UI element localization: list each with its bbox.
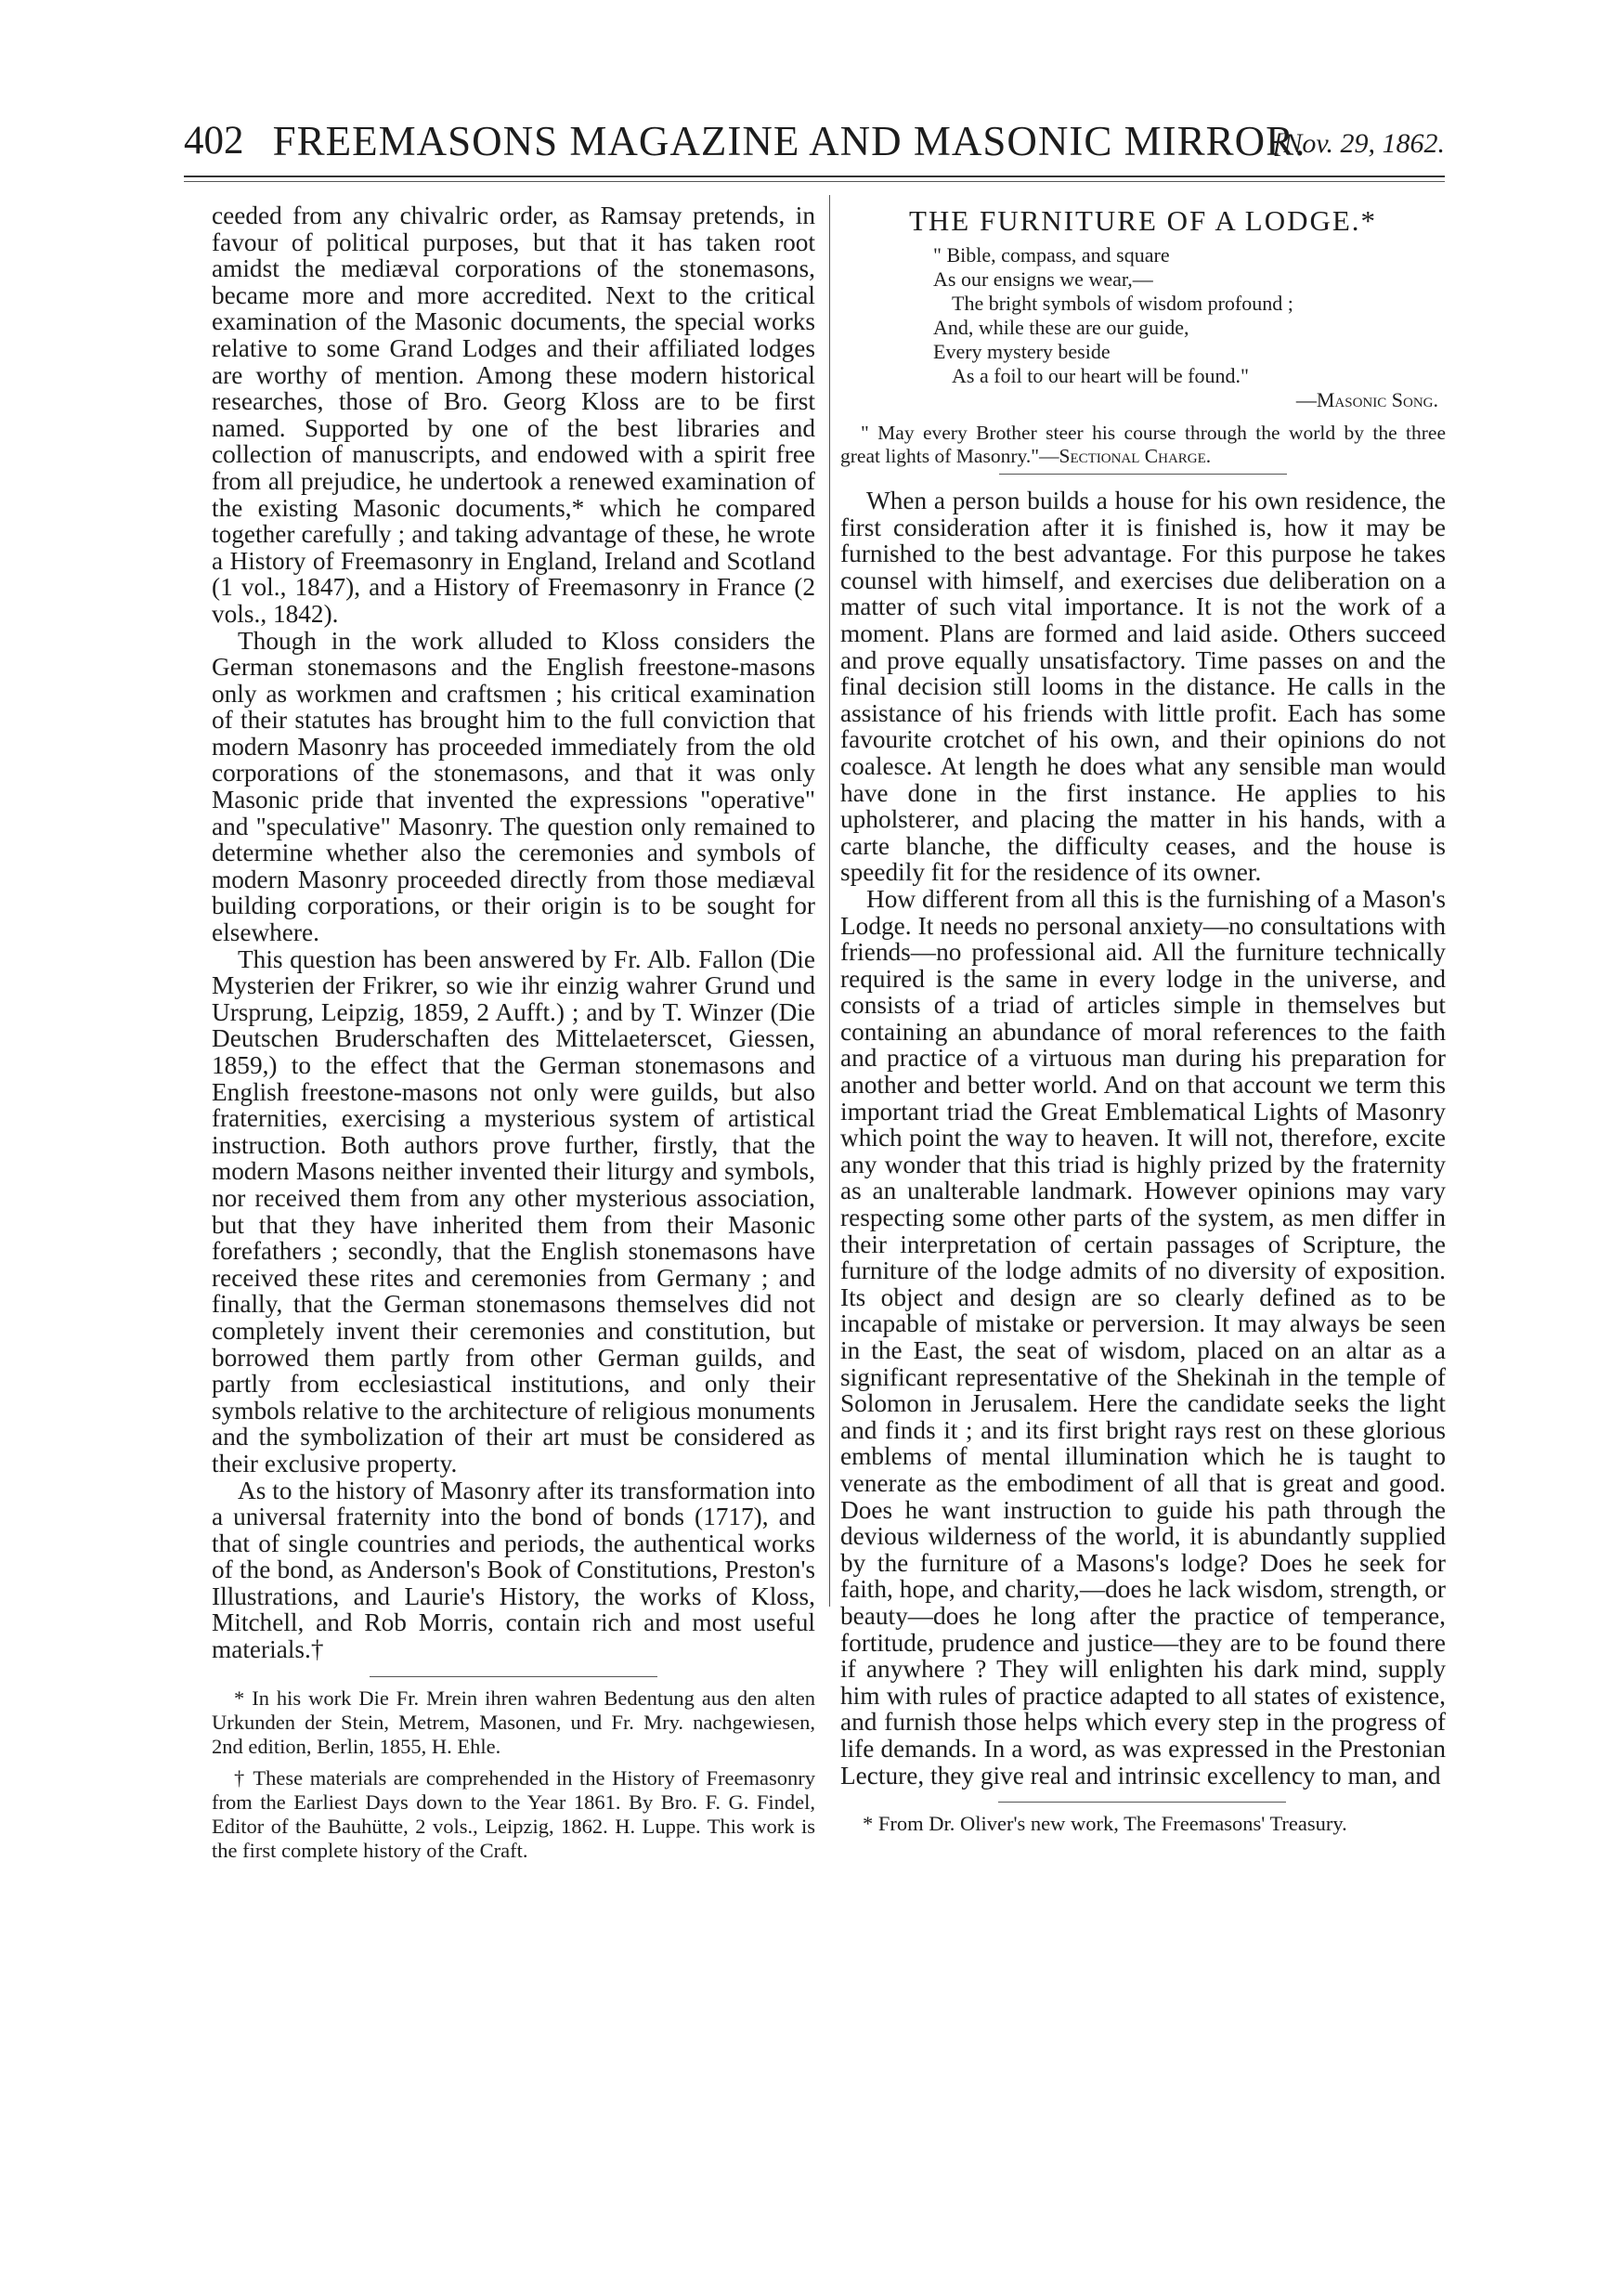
epigraph-text: " May every Brother steer his course through the world by the three great lights of Masonry."— — [840, 422, 1446, 467]
epigraph-credit: Sectional Charge. — [1059, 445, 1212, 467]
footnote: * From Dr. Oliver's new work, The Freemasons' Treasury. — [863, 1812, 1347, 1836]
verse-line: As a foil to our heart will be found." — [952, 364, 1249, 387]
header-rule-secondary — [184, 181, 1445, 182]
verse-line: The bright symbols of wisdom profound ; — [952, 292, 1293, 315]
footnote-rule — [998, 1802, 1286, 1803]
right-column — [840, 202, 1446, 1836]
footnotes — [212, 1686, 815, 1863]
left-column — [212, 202, 815, 1863]
footnote: † These materials are comprehended in the History of Freemasonry from the Earliest Days down to the Year 1861. By Bro. F. G. Findel, Editor of the Bauhütte, 2 vols., Leipzig, 1862. H. Luppe. This work is the first complete history of the Craft. — [212, 1765, 815, 1862]
issue-date: [Nov. 29, 1862. — [1272, 128, 1445, 159]
section-rule — [999, 474, 1287, 475]
verse-line: And, while these are our guide, — [933, 316, 1189, 339]
article-paragraph: How different from all this is the furnishing of a Mason's Lodge. It needs no personal anxiety—no consultations with friends—no professional aid. All the furniture technically required is the same in every lodge in the universe, and consists of a triad of articles simple in themselves but containing an abundance of moral references to the faith and practice of a virtuous man during his preparation for another and better world. And on that account we term this important triad the Great Emblematical Lights of Masonry which point the way to heaven. It will not, therefore, excite any wonder that this triad is highly prized by the fraternity as an unalterable landmark. However opinions may vary respecting some other parts of the system, as men differ in their interpretation of certain passages of Scripture, the furniture of the lodge admits of no diversity of exposition. Its object and design are so clearly defined as to be incapable of mistake or perversion. It may always be seen in the East, the seat of wisdom, placed on an altar as a significant representative of the Shekinah in the temple of Solomon in Jerusalem. Here the candidate seeks the light and finds it ; and its first bright rays rest on these glorious emblems of mental illumination which he is taught to venerate as the embodiment of all that is great and good. Does he want instruction to guide his path through the devious wilderness of the world, it is abundantly supplied by the furniture of a Masons's lodge? Does he seek for faith, hope, and charity,—does he lack wisdom, strength, or beauty—does he long after the practice of temperance, fortitude, prudence and justice—they are to be found there if anywhere ? They will enlighten his dark mind, supply him with rules of practice adapted to all states of existence, and furnish those helps which every step in the progress of life demands. In a word, as was expressed in the Prestonian Lecture, they give real and intrinsic excellency to man, and — [840, 884, 1446, 1790]
article-paragraph: This question has been answered by Fr. Alb. Fallon (Die Mysterien der Frikrer, so wie ihr einzig wahrer Grund und Ursprung, Leipzig, 1859, 2 Aufft.) ; and by T. Winzer (Die Deutschen Bruderschaften des Mittelaeterscet, Giessen, 1859,) to the effect that the German stonemasons and English freestone-masons not only were guilds, but also fraternities, exercising a mysterious system of artistical instruction. Both authors prove further, firstly, that the modern Masons neither invented their liturgy and symbols, nor received them from any other mysterious association, but that they have inherited them from their Masonic forefathers ; secondly, that the English stonemasons have received these rites and ceremonies from Germany ; and finally, that the German stonemasons themselves did not completely invent their ceremonies and constitution, but borrowed them partly from other German guilds, and partly from ecclesiastical institutions, and only their symbols relative to the architecture of religious monuments and the symbolization of their art must be considered as their exclusive property. — [212, 944, 815, 1477]
epigraph — [840, 422, 1446, 468]
section-title: THE FURNITURE OF A LODGE.* — [908, 204, 1378, 237]
verse-line: Every mystery beside — [933, 340, 1111, 363]
article-paragraph: When a person builds a house for his own residence, the first consideration after it is finished is, how it may be furnished to the best advantage. For this purpose he takes counsel with himself, and exercises due deliberation on a matter of such vital importance. It is not the work of a moment. Plans are formed and laid aside. Others succeed and prove equally unsatisfactory. Time passes on and the final decision still looms in the distance. He calls in the assistance of his friends with little profit. Each has some favourite crotchet of his own, and their opinions do not coalesce. At length he does what any sensible man would have done in the first instance. He applies to his upholsterer, and placing the matter in his hands, with a carte blanche, the difficulty ceases, and the house is speedily fit for the residence of its owner. — [840, 487, 1446, 887]
verse-credit: —Masonic Song. — [1295, 388, 1438, 411]
verse-epigraph — [840, 243, 1446, 412]
footnote: * In his work Die Fr. Mrein ihren wahren Bedentung aus den alten Urkunden der Stein, Metrem, Masonen, und Fr. Mry. nachgewiesen, 2nd edition, Berlin, 1855, H. Ehle. — [212, 1686, 815, 1758]
verse-line: As our ensigns we wear,— — [933, 267, 1153, 291]
header-rule — [184, 176, 1445, 177]
article-paragraph: ceeded from any chivalric order, as Ramsay pretends, in favour of political purposes, but that it has taken root amidst the mediæval corporations of the stonemasons, became more and more accredited. Next to the critical examination of the Masonic documents, the special works relative to some Grand Lodges and their affiliated lodges are worthy of mention. Among these modern historical researches, those of Bro. Georg Kloss are to be first named. Supported by one of the best libraries and collection of manuscripts, and endowed with a spirit free from all prejudice, he undertook a renewed examination of the existing Masonic documents,* which he compared together carefully ; and taking advantage of these, he wrote a History of Freemasonry in England, Ireland and Scotland (1 vol., 1847), and a History of Freemasonry in France (2 vols., 1842). — [212, 202, 815, 628]
publication-title: FREEMASONS MAGAZINE AND MASONIC MIRROR. — [272, 118, 1306, 164]
article-paragraph: Though in the work alluded to Kloss considers the German stonemasons and the English freestone-masons only as workmen and craftsmen ; his critical examination of their statutes has brought him to the full conviction that modern Masonry has proceeded immediately from the old corporations of the stonemasons, and that it was only Masonic pride that invented the expressions "operative" and "speculative" Masonry. The question only remained to determine whether also the ceremonies and symbols of modern Masonry proceeded directly from those mediæval building corporations, or their origin is to be sought for elsewhere. — [212, 626, 815, 947]
page-number: 402 — [184, 119, 244, 163]
column-divider — [829, 195, 830, 1607]
page-header — [184, 113, 1445, 169]
article-paragraph: As to the history of Masonry after its transformation into a universal fraternity into the bond of bonds (1717), and that of single countries and periods, the authentical works of the bond, as Anderson's Book of Constitutions, Preston's Illustrations, and Laurie's History, the works of Kloss, Mitchell, and Rob Morris, contain rich and most useful materials.† — [212, 1476, 815, 1664]
footnote-rule — [370, 1676, 657, 1677]
verse-line: " Bible, compass, and square — [933, 243, 1170, 267]
